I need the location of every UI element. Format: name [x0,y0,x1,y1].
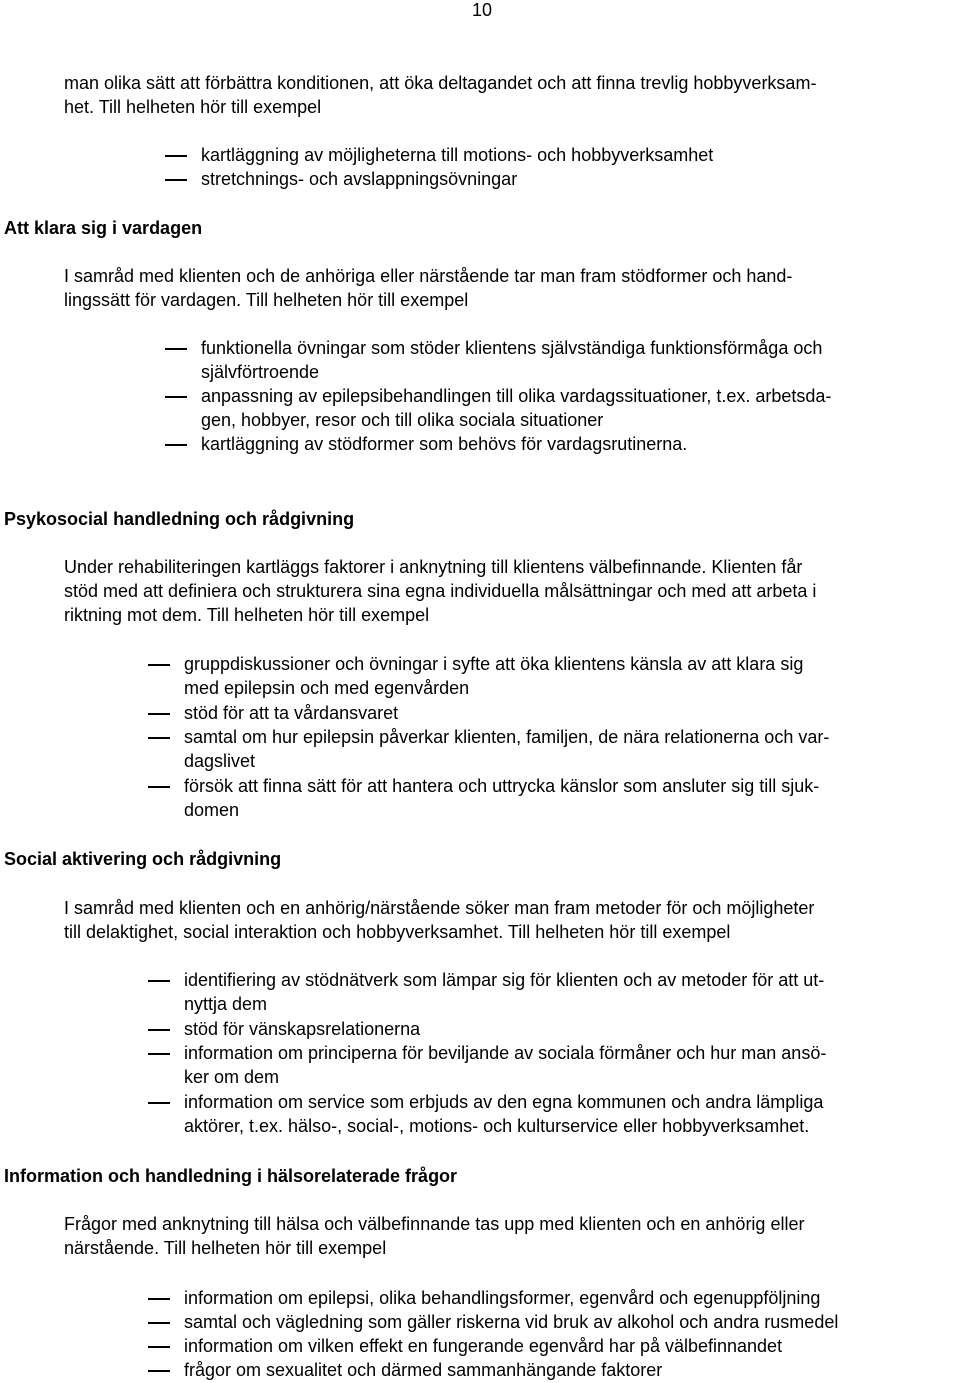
dash-icon [148,1322,170,1324]
psykosocial-para-line-1: Under rehabiliteringen kartläggs faktorer i anknytning till klientens välbefinnande. Klienten får [64,557,803,577]
section-heading-vardagen: Att klara sig i vardagen [4,218,203,238]
dash-icon [148,786,170,788]
psykosocial-bullet-2-line-1: stöd för att ta vårdansvaret [184,703,399,723]
dash-icon [148,1029,170,1031]
dash-icon [148,1346,170,1348]
social-bullet-3-line-1: information om principerna för beviljande av sociala förmåner och hur man ansö- [184,1043,827,1063]
dash-icon [148,713,170,715]
psykosocial-para-line-3: riktning mot dem. Till helheten hör till exempel [64,605,430,625]
section-heading-social: Social aktivering och rådgivning [4,849,282,869]
intro-line-1: man olika sätt att förbättra konditionen, att öka deltagandet och att finna trevlig hobbyverksam- [64,73,817,93]
page-number: 10 [471,0,492,20]
vardagen-bullet-2-line-2: gen, hobbyer, resor och till olika sociala situationer [201,410,604,430]
information-bullet-1: information om epilepsi, olika behandlingsformer, egenvård och egenuppföljning [184,1288,821,1308]
intro-bullet-1: kartläggning av möjligheterna till motions- och hobbyverksamhet [201,145,714,165]
psykosocial-bullet-1-line-1: gruppdiskussioner och övningar i syfte att öka klientens känsla av att klara sig [184,654,804,674]
dash-icon [165,348,187,350]
social-bullet-1-line-1: identifiering av stödnätverk som lämpar sig för klienten och av metoder för att ut- [184,970,825,990]
social-bullet-2-line-1: stöd för vänskapsrelationerna [184,1019,421,1039]
psykosocial-bullet-4-line-2: domen [184,800,240,820]
section-heading-psykosocial: Psykosocial handledning och rådgivning [4,509,355,529]
psykosocial-para-line-2: stöd med att definiera och strukturera sina egna individuella målsättningar och med att arbeta i [64,581,817,601]
vardagen-bullet-3-line-1: kartläggning av stödformer som behövs för vardagsrutinerna. [201,434,688,454]
information-bullet-3: information om vilken effekt en fungerande egenvård har på välbefinnandet [184,1336,783,1356]
psykosocial-bullet-1-line-2: med epilepsin och med egenvården [184,678,470,698]
dash-icon [165,396,187,398]
vardagen-bullet-1-line-2: självförtroende [201,362,320,382]
social-bullet-3-line-2: ker om dem [184,1067,280,1087]
vardagen-bullet-1-line-1: funktionella övningar som stöder klientens självständiga funktionsförmåga och [201,338,823,358]
dash-icon [148,1102,170,1104]
psykosocial-bullet-3-line-2: dagslivet [184,751,256,771]
social-para-line-1: I samråd med klienten och en anhörig/närstående söker man fram metoder för och möjligheter [64,898,815,918]
social-para-line-2: till delaktighet, social interaktion och hobbyverksamhet. Till helheten hör till exempel [64,922,731,942]
intro-bullet-2: stretchnings- och avslappningsövningar [201,169,518,189]
social-bullet-4-line-1: information om service som erbjuds av den egna kommunen och andra lämpliga [184,1092,824,1112]
dash-icon [148,980,170,982]
dash-icon [148,664,170,666]
dash-icon [165,155,187,157]
information-bullet-2: samtal och vägledning som gäller riskerna vid bruk av alkohol och andra rusmedel [184,1312,839,1332]
vardagen-para-line-1: I samråd med klienten och de anhöriga eller närstående tar man fram stödformer och hand- [64,266,793,286]
dash-icon [148,737,170,739]
psykosocial-bullet-3-line-1: samtal om hur epilepsin påverkar klienten, familjen, de nära relationerna och var- [184,727,830,747]
information-para-line-2: närstående. Till helheten hör till exempel [64,1238,387,1258]
intro-line-2: het. Till helheten hör till exempel [64,97,322,117]
dash-icon [165,444,187,446]
psykosocial-bullet-4-line-1: försök att finna sätt för att hantera och uttrycka känslor som ansluter sig till sjuk- [184,776,820,796]
dash-icon [165,179,187,181]
dash-icon [148,1370,170,1372]
vardagen-para-line-2: lingssätt för vardagen. Till helheten hör till exempel [64,290,469,310]
section-heading-information: Information och handledning i hälsorelaterade frågor [4,1166,458,1186]
information-para-line-1: Frågor med anknytning till hälsa och välbefinnande tas upp med klienten och en anhörig eller [64,1214,805,1234]
information-bullet-4: frågor om sexualitet och därmed sammanhängande faktorer [184,1360,663,1380]
dash-icon [148,1053,170,1055]
social-bullet-1-line-2: nyttja dem [184,994,268,1014]
dash-icon [148,1298,170,1300]
social-bullet-4-line-2: aktörer, t.ex. hälso-, social-, motions- och kulturservice eller hobbyverksamhet. [184,1116,810,1136]
vardagen-bullet-2-line-1: anpassning av epilepsibehandlingen till olika vardagssituationer, t.ex. arbetsda- [201,386,832,406]
